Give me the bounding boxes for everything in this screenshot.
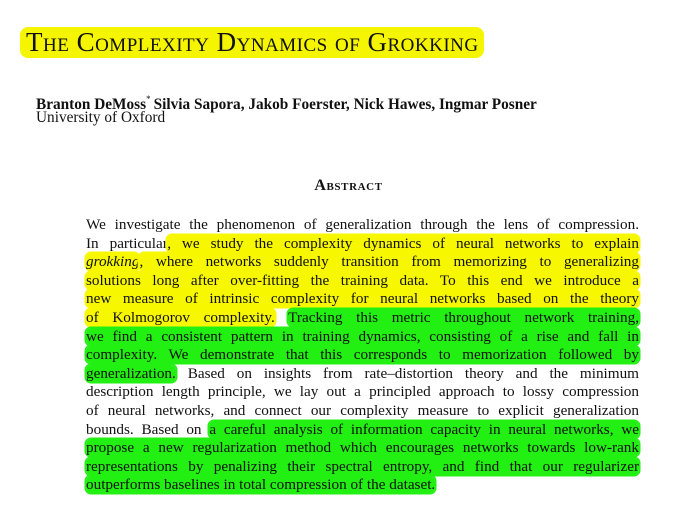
abstract-text bbox=[275, 309, 288, 326]
abstract-line bbox=[86, 458, 639, 477]
paper-title bbox=[20, 24, 484, 60]
paper-title-highlight: The Complexity Dynamics of Grokking bbox=[20, 27, 484, 58]
abstract-text: We investigate the phenomenon of generalization through the lens of compression. bbox=[86, 216, 639, 233]
abstract-text: bounds. Based on bbox=[86, 420, 210, 438]
highlight-green-text: we find a consistent pattern in training dynamics, consisting of a rise and fall in bbox=[86, 327, 639, 345]
abstract-text: of neural networks, and connect our complexity measure to explicit generalization bbox=[86, 401, 639, 419]
highlight-yellow-text: grokking bbox=[86, 253, 140, 271]
highlight-green-text: propose a new regularization method which encourages networks towards low-rank bbox=[86, 439, 639, 457]
highlight-yellow-text: new measure of intrinsic complexity for neural networks based on the theory bbox=[86, 290, 639, 308]
abstract-line bbox=[86, 235, 639, 254]
abstract-line bbox=[86, 216, 639, 235]
abstract-line bbox=[86, 383, 639, 402]
highlight-yellow-text: , we study the complexity dynamics of neural networks to explain bbox=[167, 234, 639, 252]
abstract-line bbox=[86, 272, 639, 291]
highlight-green-text: representations by penalizing their spectral entropy, and find that our regularizer bbox=[86, 457, 639, 475]
other-authors: Silvia Sapora, Jakob Foerster, Nick Hawes, Ingmar Posner bbox=[153, 96, 537, 113]
abstract-line bbox=[86, 290, 639, 309]
abstract-line bbox=[86, 328, 639, 347]
highlight-yellow-text: solutions long after over-fitting the training data. To this end we introduce a bbox=[86, 271, 639, 289]
first-author: Branton DeMoss bbox=[36, 96, 147, 113]
abstract-line bbox=[86, 476, 639, 495]
abstract-line bbox=[86, 253, 639, 272]
footnote-marker: * bbox=[146, 94, 151, 104]
highlight-yellow-text: of Kolmogorov complexity. bbox=[86, 308, 275, 326]
abstract-heading: Abstract bbox=[314, 177, 383, 194]
affiliation: University of Oxford bbox=[36, 109, 166, 126]
highlight-green-text: Tracking this metric throughout network training, bbox=[288, 308, 639, 326]
abstract-line bbox=[86, 346, 639, 365]
highlight-yellow-text: , where networks suddenly transition from memorizing to generalizing bbox=[139, 253, 639, 271]
abstract-line bbox=[86, 402, 639, 421]
highlight-green-text: complexity. We demonstrate that this corresponds to memorization followed by bbox=[86, 346, 639, 364]
abstract-body bbox=[86, 216, 639, 495]
abstract-text: In particular bbox=[86, 234, 168, 252]
highlight-green-text: a careful analysis of information capacity in neural networks, we bbox=[209, 420, 639, 438]
abstract-line bbox=[86, 309, 639, 328]
abstract-line bbox=[86, 365, 639, 384]
abstract-line bbox=[86, 421, 639, 440]
highlight-green-text: generalization. bbox=[86, 364, 176, 382]
abstract-text: description length principle, we lay out a principled approach to lossy compression bbox=[86, 383, 639, 401]
highlight-green-text: outperforms baselines in total compression of the dataset. bbox=[86, 476, 436, 494]
abstract-text: Based on insights from rate–distortion theory and the minimum bbox=[175, 364, 639, 382]
abstract-line bbox=[86, 439, 639, 458]
